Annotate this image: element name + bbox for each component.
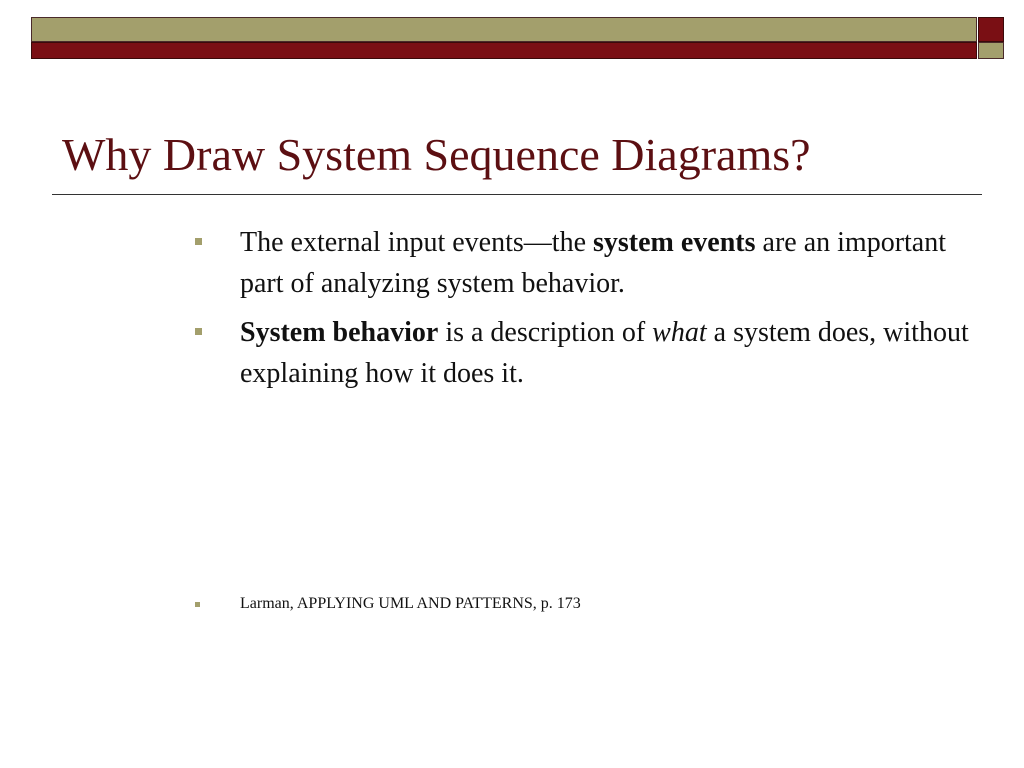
citation-text: Larman, APPLYING UML AND PATTERNS, p. 173 — [240, 595, 581, 612]
bullet-text-part: The external input events—the — [240, 227, 593, 258]
bullet-text-part: a system does, without explaining how it does it. — [240, 317, 969, 389]
header-bar-maroon — [31, 42, 977, 59]
citation — [195, 592, 985, 616]
bullet-text-bold: System behavior — [240, 317, 439, 348]
header-square-maroon — [978, 17, 1004, 42]
bullet-list — [195, 222, 985, 402]
header-square-olive — [978, 42, 1004, 59]
bullet-item — [195, 312, 985, 394]
bullet-item — [195, 222, 985, 304]
title-divider — [52, 194, 982, 195]
square-bullet-icon — [195, 328, 202, 335]
square-bullet-icon — [195, 238, 202, 245]
bullet-text-part: is a description of — [438, 317, 653, 348]
header-bar-olive — [31, 17, 977, 42]
slide-title: Why Draw System Sequence Diagrams? — [62, 129, 811, 180]
bullet-text-part: are an important part of analyzing system behavior. — [240, 227, 947, 299]
square-bullet-icon — [195, 602, 200, 607]
bullet-text-italic: what — [652, 317, 707, 348]
bullet-text-bold: system events — [593, 227, 756, 258]
